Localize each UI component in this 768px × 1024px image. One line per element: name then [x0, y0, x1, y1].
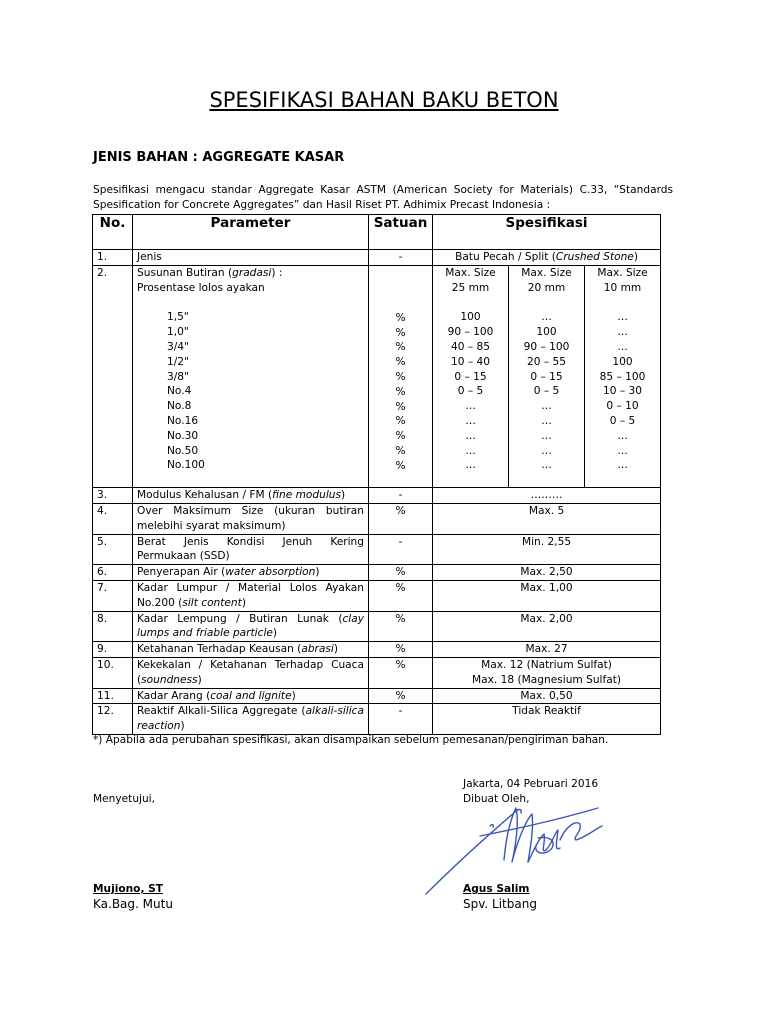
row-parameter: Jenis [133, 250, 369, 266]
table-row: 3. Modulus Kehalusan / FM (fine modulus) - ……… [93, 488, 661, 504]
gradation-value: 40 – 85 [451, 340, 490, 353]
header-parameter: Parameter [133, 215, 369, 250]
gradation-value: 0 – 5 [609, 414, 636, 427]
table-row: 11. Kadar Arang (coal and lignite) % Max. 0,50 [93, 688, 661, 704]
unit-list [373, 311, 428, 474]
intro-paragraph: Spesifikasi mengacu standar Aggregate Kasar ASTM (American Society for Materials) C.33, “Standards Spesification for Concrete Aggregates” dan Hasil Riset PT. Adhimix Precast Indonesia : [93, 184, 673, 211]
gradation-value: 85 – 100 [599, 370, 646, 383]
row-number: 2. [93, 265, 133, 487]
gradation-value: 0 – 15 [454, 370, 487, 383]
gradation-value: … [617, 326, 628, 339]
gradation-value: 0 – 10 [606, 400, 639, 413]
table-row [93, 250, 661, 266]
gradation-value: 3/4" [167, 340, 189, 353]
gradation-value: … [541, 311, 552, 324]
gradation-value: % [395, 400, 406, 413]
gradation-value: 90 – 100 [447, 326, 494, 339]
gradation-value: % [395, 430, 406, 443]
gradation-value: % [395, 385, 406, 398]
gradation-value: … [465, 444, 476, 457]
author-role: Spv. Litbang [463, 897, 537, 911]
gradation-value: 100 [460, 311, 481, 324]
author-name: Agus Salim [463, 883, 530, 895]
footnote: *) Apabila ada perubahan spesifikasi, akan disampaikan sebelum pemesanan/pengiriman bahan. [93, 734, 609, 746]
gradation-value: … [617, 459, 628, 472]
gradation-value: 1/2" [167, 355, 189, 368]
gradation-value: … [541, 444, 552, 457]
material-type-heading: JENIS BAHAN : AGGREGATE KASAR [93, 150, 345, 165]
approver-name: Mujiono, ST [93, 883, 164, 895]
gradation-value: 1,5" [167, 311, 189, 324]
gradation-value: 0 – 5 [457, 385, 484, 398]
gradation-value: 1,0" [167, 326, 189, 339]
gradation-value: No.50 [167, 444, 199, 457]
spec-col-20mm: Max. Size 20 mm … 100 90 – 100 20 – 55 0 – 15 0 – 5 … … … … … [509, 265, 585, 487]
gradation-value: No.100 [167, 459, 205, 472]
gradation-value: 100 [612, 355, 633, 368]
gradation-value: % [395, 459, 406, 472]
gradation-value: 20 – 55 [527, 355, 566, 368]
gradation-value: % [395, 370, 406, 383]
gradation-value: % [395, 415, 406, 428]
row-unit [369, 265, 433, 487]
row-spec: Batu Pecah / Split (Crushed Stone) [433, 250, 661, 266]
table-row: 9. Ketahanan Terhadap Keausan (abrasi) % Max. 27 [93, 642, 661, 658]
header-no: No. [93, 215, 133, 250]
sieve-size-list [137, 310, 364, 473]
table-row: 12. Reaktif Alkali-Silica Aggregate (alkali-silica reaction) - Tidak Reaktif [93, 704, 661, 735]
table-row: 8. Kadar Lempung / Butiran Lunak (clay lumps and friable particle) % Max. 2,00 [93, 611, 661, 642]
gradation-value: … [541, 414, 552, 427]
table-row: 7. Kadar Lumpur / Material Lolos Ayakan No.200 (silt content) % Max. 1,00 [93, 580, 661, 611]
row-parameter: Susunan Butiran (gradasi) : Prosentase lolos ayakan 1,5" 1,0" 3/4" 1/2" 3/8" No.4 No.8 No.16 No.30 No.50 No.100 [133, 265, 369, 487]
table-row-gradation [93, 265, 661, 487]
gradation-value: No.8 [167, 400, 192, 413]
gradation-value: % [395, 356, 406, 369]
row-unit: - [369, 250, 433, 266]
gradation-value: 90 – 100 [523, 340, 570, 353]
table-header-row [93, 215, 661, 250]
gradation-value: … [617, 429, 628, 442]
header-satuan: Satuan [369, 215, 433, 250]
table-row: 5. Berat Jenis Kondisi Jenuh Kering Permukaan (SSD) - Min. 2,55 [93, 534, 661, 565]
gradation-value: … [617, 444, 628, 457]
gradation-value: 10 – 30 [603, 385, 643, 398]
table-row: 4. Over Maksimum Size (ukuran butiran melebihi syarat maksimum) % Max. 5 [93, 503, 661, 534]
gradation-value: … [465, 400, 476, 413]
specification-table [92, 214, 661, 735]
gradation-value: … [617, 311, 628, 324]
gradation-value: No.16 [167, 414, 199, 427]
place-date: Jakarta, 04 Pebruari 2016 [463, 778, 599, 790]
spec-col-10mm: Max. Size 10 mm … … … 100 85 – 100 10 – 30 0 – 10 0 – 5 … … … [585, 265, 661, 487]
gradation-value: % [395, 444, 406, 457]
gradation-value: 100 [536, 326, 557, 339]
gradation-value: … [465, 459, 476, 472]
gradation-value: % [395, 341, 406, 354]
table-row: 6. Penyerapan Air (water absorption) % Max. 2,50 [93, 565, 661, 581]
gradation-value: 10 – 40 [451, 355, 490, 368]
made-by-label: Dibuat Oleh, [463, 793, 530, 805]
gradation-value: 0 – 5 [533, 385, 560, 398]
gradation-value: … [541, 400, 552, 413]
row-number: 1. [93, 250, 133, 266]
gradation-value: No.30 [167, 429, 199, 442]
gradation-value: … [617, 340, 628, 353]
header-spesifikasi: Spesifikasi [433, 215, 661, 250]
approved-by-label: Menyetujui, [93, 793, 155, 805]
approver-role: Ka.Bag. Mutu [93, 897, 173, 911]
gradation-value: … [541, 429, 552, 442]
gradation-value: % [395, 326, 406, 339]
gradation-value: 3/8" [167, 370, 189, 383]
gradation-value: 0 – 15 [530, 370, 563, 383]
gradation-value: … [541, 459, 552, 472]
table-row: 10. Kekekalan / Ketahanan Terhadap Cuaca (soundness) % Max. 12 (Natrium Sulfat) Max. 18 (Magnesium Sulfat) [93, 657, 661, 688]
gradation-value: … [465, 429, 476, 442]
spec-col-25mm: Max. Size 25 mm 100 90 – 100 40 – 85 10 – 40 0 – 15 0 – 5 … … … … … [433, 265, 509, 487]
gradation-value: % [395, 311, 406, 324]
gradation-value: … [465, 414, 476, 427]
gradation-value: No.4 [167, 385, 192, 398]
document-title: SPESIFIKASI BAHAN BAKU BETON [209, 88, 559, 112]
